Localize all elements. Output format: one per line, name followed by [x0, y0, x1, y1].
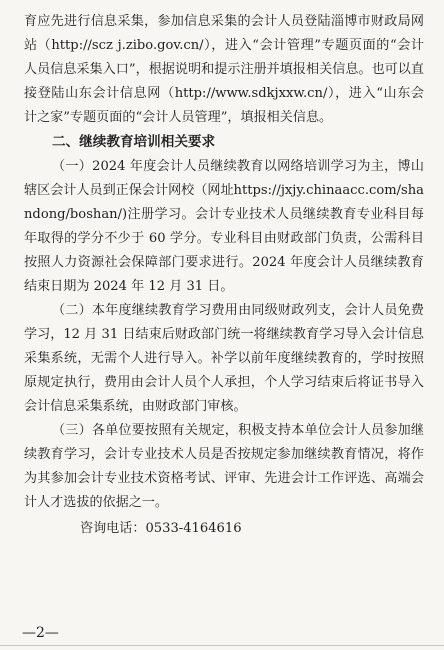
- requirement-item-3: （三）各单位要按照有关规定，积极支持本单位会计人员参加继续教育学习，会计专业技术人员是否按规定参加继续教育情况，将作为其参加会计专业技术资格考试、评审、先进会计工作评选、高端会计人才选拔的依据之一。: [24, 423, 424, 510]
- requirement-item-2: （二）本年度继续教育学习费用由同级财政列支，会计人员免费学习，12 月 31 日结束后财政部门统一将继续教育学习导入会计信息采集系统，无需个人进行导入。补学以前年度继续教育的，学时按照原规定执行，费用由会计人员个人承担，个人学习结束后将证书导入会计信息采集系统，由财政部门审核。: [24, 303, 424, 414]
- contact-phone: 咨询电话：0533-4164616: [80, 521, 242, 536]
- section-heading: 二、继续教育培训相关要求: [52, 134, 216, 150]
- intro-paragraph: 育应先进行信息采集，参加信息采集的会计人员登陆淄博市财政局网站（http://scz j.zibo.gov.cn/），进入“会计管理”专题页面的“会计人员信息采集入口”，根据说明和提示注册并填报相关信息。也可以直接登陆山东会计信息网（http://www.sdkjxxw.cn/），进入“山东会计之家”专题页面的“会计人员管理”，填报相关信息。: [24, 14, 424, 125]
- document-body: [24, 10, 424, 541]
- page-number: —2—: [22, 625, 59, 641]
- page-bottom-rule: [0, 645, 444, 646]
- requirement-item-1: （一）2024 年度会计人员继续教育以网络培训学习为主，博山辖区会计人员到正保会计网校（网址https://jxjy.chinaacc.com/shandong/boshan/)注册学习。会计专业技术人员继续教育专业科目每年取得的学分不少于 60 学分。专业科目由财政部门负责，公需科目按照人力资源社会保障部门要求进行。2024 年度会计人员继续教育结束日期为 2024 年 12 月 31 日。: [24, 159, 424, 294]
